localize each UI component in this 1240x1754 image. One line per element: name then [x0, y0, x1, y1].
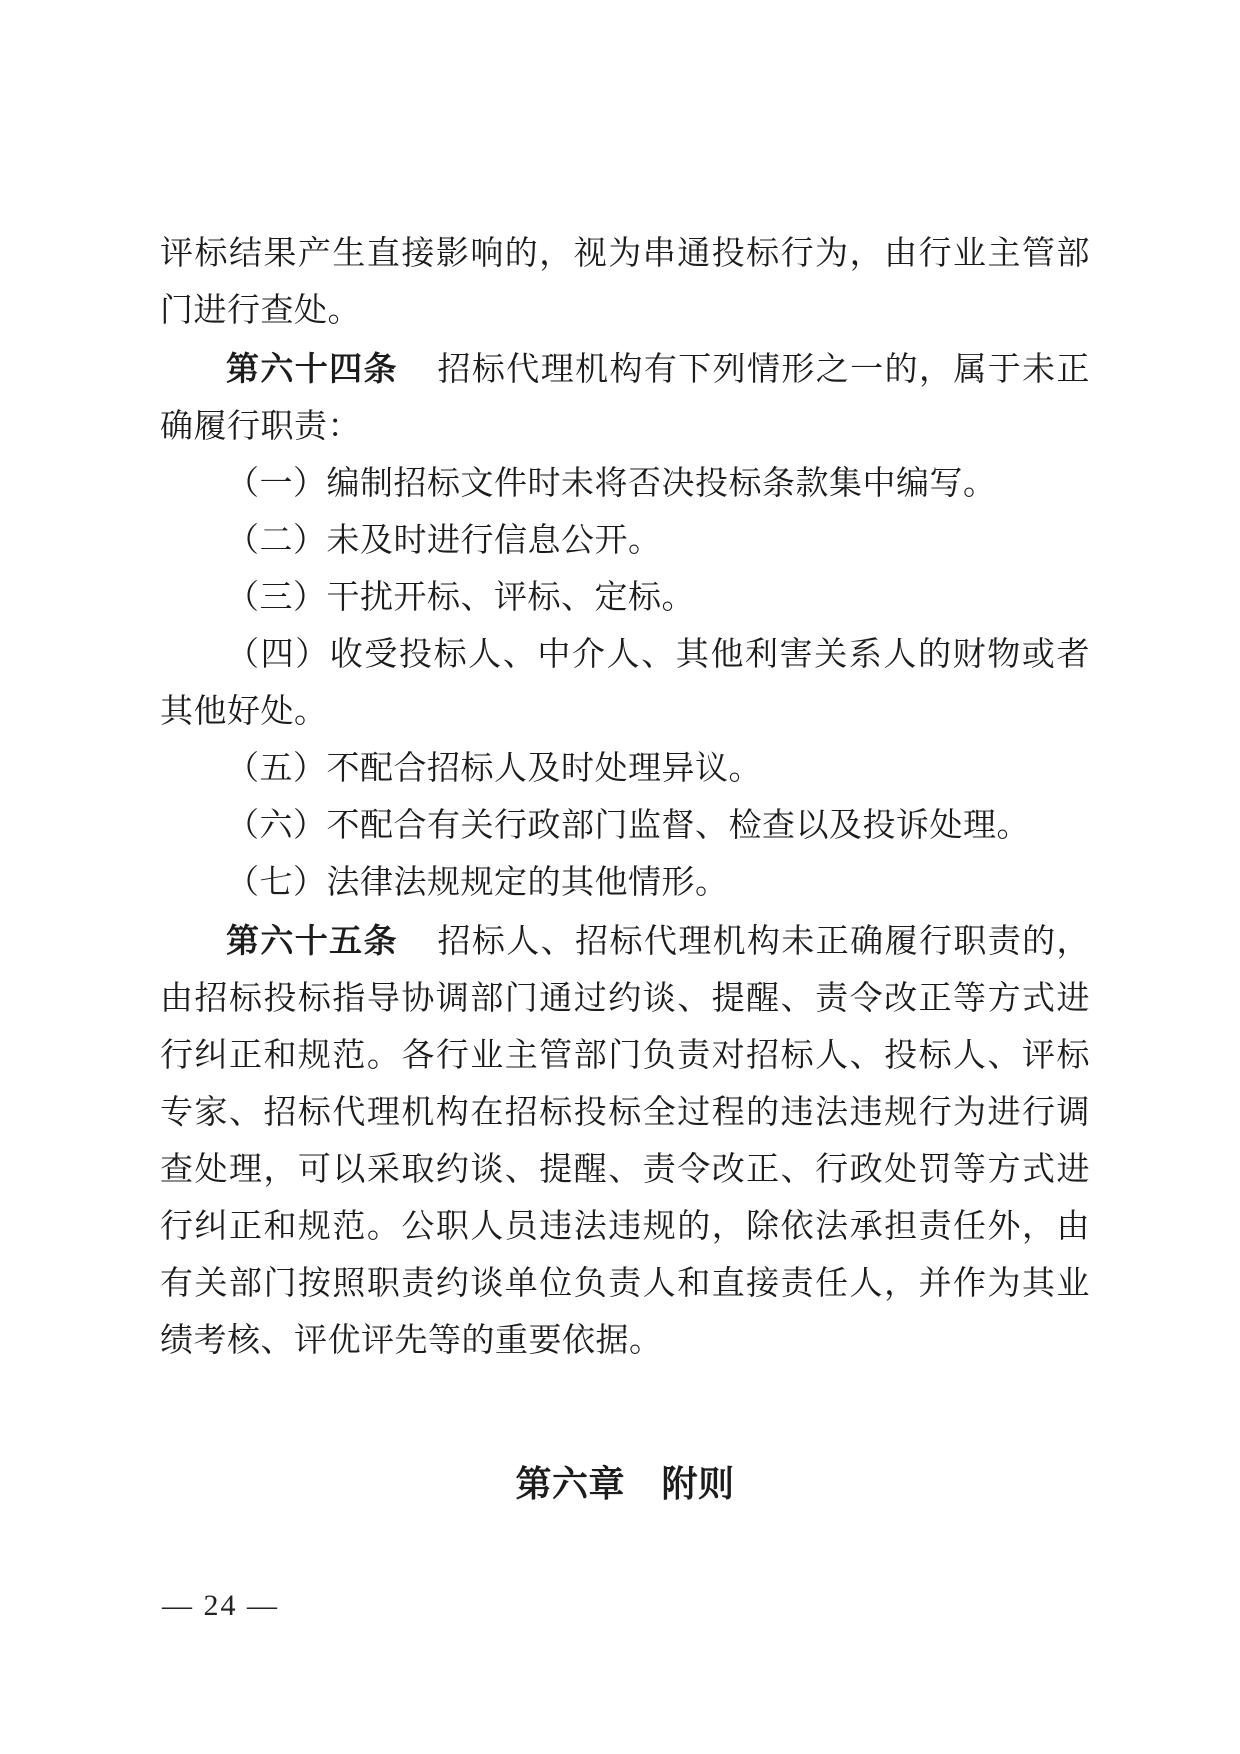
para-article-65: [160, 912, 1090, 1370]
article-65-text: 招标人、招标代理机构未正确履行职责的，由招标投标指导协调部门通过约谈、提醒、责令改正等方式进行纠正和规范。各行业主管部门负责对招标人、投标人、评标专家、招标代理机构在招标投标全过程的违法违规行为进行调查处理，可以采取约谈、提醒、责令改正、行政处罚等方式进行纠正和规范。公职人员违法违规的，除依法承担责任外，由有关部门按照职责约谈单位负责人和直接责任人，并作为其业绩考核、评优评先等的重要依据。: [160, 924, 1091, 1359]
document-body: [160, 226, 1090, 1512]
para-item-6: （六）不配合有关行政部门监督、检查以及投诉处理。: [226, 808, 1030, 844]
para-item-3: （三）干扰开标、评标、定标。: [226, 580, 695, 616]
page-number: — 24 —: [162, 1589, 279, 1622]
para-item-2: （二）未及时进行信息公开。: [226, 523, 662, 559]
para-item-1: （一）编制招标文件时未将否决投标条款集中编写。: [226, 466, 997, 502]
para-item-5: （五）不配合招标人及时处理异议。: [226, 751, 762, 787]
para-item-7: （七）法律法规规定的其他情形。: [226, 865, 729, 901]
article-64-number: 第六十四条: [226, 350, 398, 387]
article-65-number: 第六十五条: [226, 922, 398, 959]
chapter-heading: 第六章 附则: [515, 1463, 735, 1504]
article-64-text: 招标代理机构有下列情形之一的，属于未正确履行职责：: [160, 352, 1091, 445]
para-continuation: 评标结果产生直接影响的，视为串通投标行为，由行业主管部门进行查处。: [160, 236, 1090, 329]
para-item-4: （四）收受投标人、中介人、其他利害关系人的财物或者其他好处。: [160, 637, 1090, 730]
para-article-64: [160, 340, 1090, 456]
